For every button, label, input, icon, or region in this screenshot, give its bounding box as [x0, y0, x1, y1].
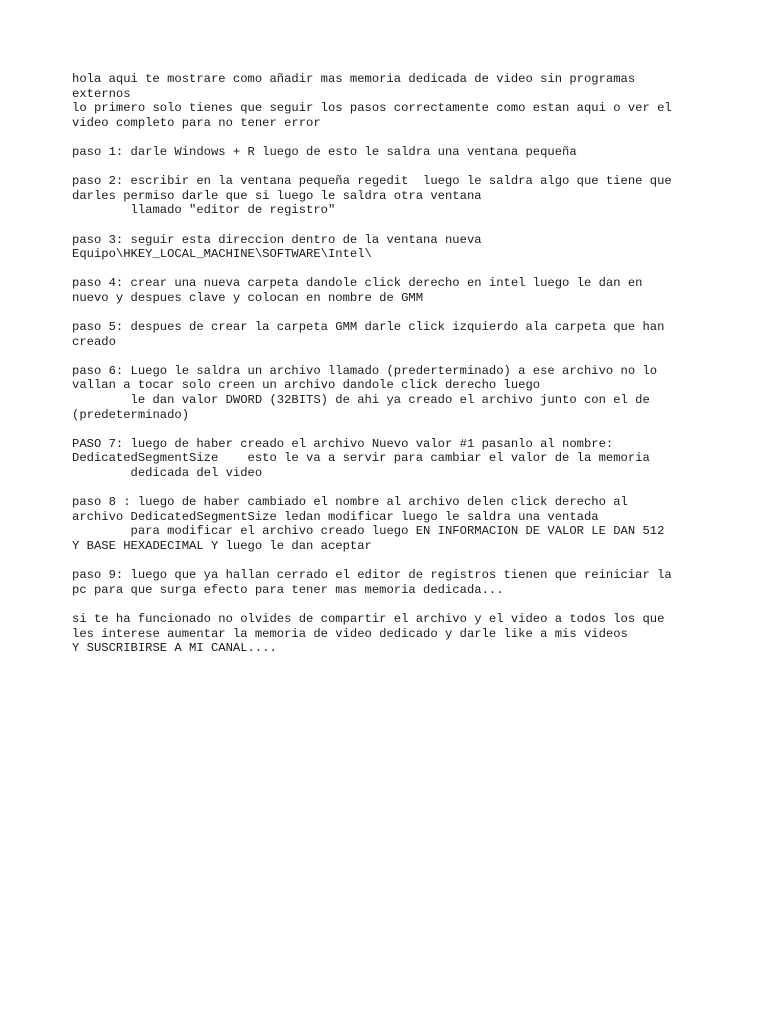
text-line: nuevo y despues clave y colocan en nombre de GMM: [72, 290, 424, 305]
text-line: paso 5: despues de crear la carpeta GMM darle click izquierdo ala carpeta que han: [72, 320, 665, 335]
text-line: dedicada del video: [72, 466, 263, 481]
text-line: vallan a tocar solo creen un archivo dandole click derecho luego: [72, 378, 541, 393]
text-line: paso 8 : luego de haber cambiado el nombre al archivo delen click derecho al: [72, 495, 628, 510]
paragraph-paso-1: [72, 145, 702, 160]
text-line: les interese aumentar la memoria de video dedicado y darle like a mis videos: [72, 626, 628, 641]
text-line: paso 3: seguir esta direccion dentro de la ventana nueva: [72, 232, 482, 247]
text-line: para modificar el archivo creado luego EN INFORMACION DE VALOR LE DAN 512: [72, 524, 665, 539]
text-line: archivo DedicatedSegmentSize ledan modificar luego le saldra una ventada: [72, 509, 599, 524]
text-line: (predeterminado): [72, 407, 190, 422]
paragraph-paso-7: [72, 437, 702, 481]
text-line: PASO 7: luego de haber creado el archivo Nuevo valor #1 pasanlo al nombre:: [72, 436, 614, 451]
document-page: [72, 72, 702, 670]
text-line: llamado "editor de registro": [72, 203, 336, 218]
text-line: paso 1: darle Windows + R luego de esto le saldra una ventana pequeña: [72, 144, 577, 159]
text-line: externos: [72, 86, 131, 101]
text-line: DedicatedSegmentSize esto le va a servir para cambiar el valor de la memoria: [72, 451, 650, 466]
text-line: hola aqui te mostrare como añadir mas memoria dedicada de video sin programas: [72, 72, 636, 86]
paragraph-paso-5: [72, 320, 702, 349]
paragraph-intro: [72, 72, 702, 130]
text-line: video completo para no tener error: [72, 115, 321, 130]
paragraph-paso-8: [72, 495, 702, 553]
text-line: paso 4: crear una nueva carpeta dandole click derecho en intel luego le dan en: [72, 276, 643, 291]
text-line: paso 2: escribir en la ventana pequeña regedit luego le saldra algo que tiene que: [72, 174, 672, 189]
paragraph-paso-2: [72, 174, 702, 218]
text-line: Equipo\HKEY_LOCAL_MACHINE\SOFTWARE\Intel\: [72, 247, 372, 262]
paragraph-closing: [72, 612, 702, 656]
text-line: darles permiso darle que si luego le saldra otra ventana: [72, 188, 482, 203]
text-line: Y BASE HEXADECIMAL Y luego le dan aceptar: [72, 539, 372, 553]
text-line: si te ha funcionado no olvides de compartir el archivo y el video a todos los que: [72, 611, 665, 626]
text-line: lo primero solo tienes que seguir los pasos correctamente como estan aqui o ver el: [72, 101, 672, 116]
text-line: paso 9: luego que ya hallan cerrado el editor de registros tienen que reiniciar la: [72, 568, 672, 583]
paragraph-paso-4: [72, 276, 702, 305]
text-line: creado: [72, 334, 116, 349]
text-line: Y SUSCRIBIRSE A MI CANAL....: [72, 641, 277, 656]
paragraph-paso-9: [72, 568, 702, 597]
text-line: le dan valor DWORD (32BITS) de ahi ya creado el archivo junto con el de: [72, 393, 650, 408]
paragraph-paso-6: [72, 364, 702, 422]
text-line: pc para que surga efecto para tener mas memoria dedicada...: [72, 582, 504, 597]
paragraph-paso-3: [72, 233, 702, 262]
text-line: paso 6: Luego le saldra un archivo llamado (prederterminado) a ese archivo no lo: [72, 363, 658, 378]
